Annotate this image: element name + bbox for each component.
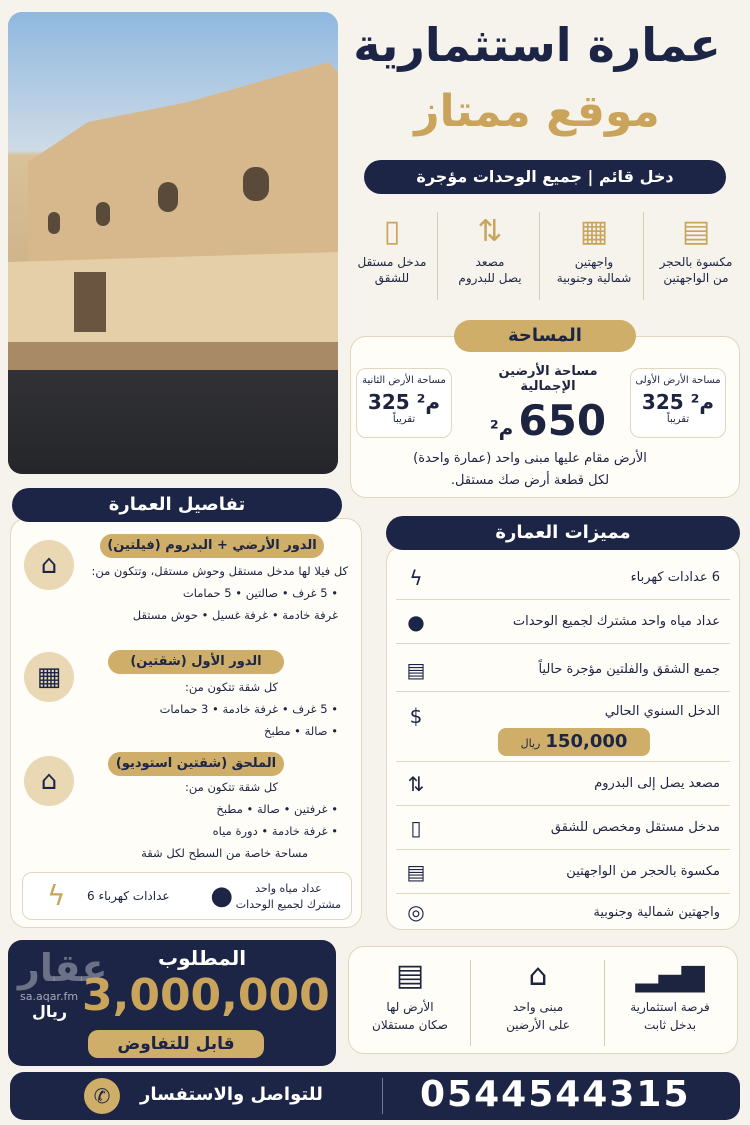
- phone-number[interactable]: 0544544315: [420, 1074, 691, 1115]
- meters-box: عداد مياه واحد مشترك لجميع الوحدات ● 6 عدادات كهرباء ϟ: [22, 872, 352, 920]
- feature-row: مكسوة بالحجر من الواجهتين ▤: [396, 850, 730, 894]
- house-icon: ⌂: [24, 540, 74, 590]
- divider: [604, 960, 605, 1046]
- water-drop-icon: ●: [407, 609, 425, 634]
- feature-two-facades: ▦ واجهتين شمالية وجنوبية: [548, 210, 640, 286]
- feature-row: 6 عدادات كهرباء ϟ: [396, 556, 730, 600]
- highlight-two-deeds: ▤ الأرض لها صكان مستقلان: [352, 954, 468, 1034]
- feature-row: مدخل مستقل ومخصص للشقق ▯: [396, 806, 730, 850]
- details-header: تفاصيل العمارة: [12, 488, 342, 522]
- divider: [382, 1078, 383, 1114]
- feature-separate-entrance: ▯ مدخل مستقل للشقق: [346, 210, 438, 286]
- negotiable-badge: قابل للتفاوض: [88, 1030, 264, 1058]
- total-land-area: مساحة الأرضين الإجمالية 650 م²: [489, 364, 607, 445]
- divider: [539, 212, 540, 300]
- aqar-watermark: عقار: [18, 946, 108, 990]
- document-icon: ▤: [395, 958, 425, 993]
- roof-house-icon: ⌂: [24, 756, 74, 806]
- money-hand-icon: $: [409, 704, 423, 728]
- first-land-area: مساحة الأرض الأولى 325 م² تقريباً: [630, 368, 726, 438]
- feature-elevator: ⇅ مصعد يصل للبدروم: [444, 210, 536, 286]
- annex-tag: الملحق (شقتين استوديو): [108, 752, 284, 776]
- income-status-pill: دخل قائم | جميع الوحدات مؤجرة: [364, 160, 726, 194]
- water-drop-icon: ●: [210, 881, 233, 911]
- area-header: المساحة: [454, 320, 636, 352]
- highlight-investment: ▂▄▆ فرصة استثمارية بدخل ثابت: [612, 954, 728, 1034]
- price-value: 3,000,000: [82, 970, 330, 1021]
- first-floor-tag: الدور الأول (شقتين): [108, 650, 284, 674]
- second-land-area: مساحة الأرض الثانية 325 م² تقريباً: [356, 368, 452, 438]
- price-box: عقار sa.aqar.fm المطلوب 3,000,000 ريال قابل للتفاوض: [8, 940, 336, 1066]
- brick-icon: ▤: [406, 859, 426, 884]
- apartment-building-icon: ▦: [24, 652, 74, 702]
- ground-floor-tag: الدور الأرضي + البدروم (فيلتين): [100, 534, 324, 558]
- divider: [470, 960, 471, 1046]
- elevator-icon: ⇅: [477, 214, 503, 249]
- subtitle: موقع ممتاز: [414, 86, 660, 137]
- feature-row: جميع الشقق والفلتين مؤجرة حالياً ▤: [396, 648, 730, 692]
- contact-label: للتواصل والاستفسار: [140, 1084, 323, 1105]
- document-icon: ▤: [406, 657, 426, 682]
- door-icon: ▯: [383, 214, 401, 249]
- chart-icon: ▂▄▆: [635, 958, 705, 993]
- house-icon: ⌂: [528, 958, 548, 993]
- first-floor-details: كل شقة تتكون من: • 5 غرف • غرفة خادمة • 3 حمامات • صالة • مطبخ: [159, 680, 338, 738]
- income-value: 150,000 ريال: [498, 728, 650, 756]
- building-photo: [8, 12, 338, 474]
- features-header: مميزات العمارة: [386, 516, 740, 550]
- brick-icon: ▤: [681, 214, 711, 249]
- feature-stone-cladding: ▤ مكسوة بالحجر من الواجهتين: [650, 210, 742, 286]
- lightning-icon: ϟ: [47, 879, 66, 912]
- ground-floor-details: كل فيلا لها مدخل مستقل وحوش مستقل، وتتكون من: • 5 غرف • صالتين • 5 حمامات غرفة خادمة • غرفة غسيل • حوش مستقل: [91, 564, 348, 622]
- lightning-icon: ϟ: [409, 565, 423, 590]
- door-icon: ▯: [410, 815, 422, 840]
- elevator-icon: ⇅: [407, 771, 425, 796]
- feature-row: واجهتين شمالية وجنوبية ◎: [396, 890, 730, 934]
- highlight-single-building: ⌂ مبنى واحد على الأرضين: [480, 954, 596, 1034]
- main-title: عمارة استثمارية: [353, 18, 721, 72]
- building-icon: ▦: [579, 214, 609, 249]
- annex-details: كل شقة تتكون من: • غرفتين • صالة • مطبخ • غرفة خادمة • دورة مياه مساحة خاصة من السطح لكل شقة: [141, 780, 338, 860]
- feature-row: مصعد يصل إلى البدروم ⇅: [396, 762, 730, 806]
- area-note: الأرض مقام عليها مبنى واحد (عمارة واحدة) لكل قطعة أرض صك مستقل.: [413, 451, 647, 488]
- contact-bar: [10, 1072, 740, 1120]
- divider: [643, 212, 644, 300]
- compass-icon: ◎: [407, 900, 425, 924]
- feature-row: عداد مياه واحد مشترك لجميع الوحدات ●: [396, 600, 730, 644]
- feature-row-income: الدخل السنوي الحالي $: [396, 698, 730, 762]
- whatsapp-icon[interactable]: ✆: [84, 1078, 120, 1114]
